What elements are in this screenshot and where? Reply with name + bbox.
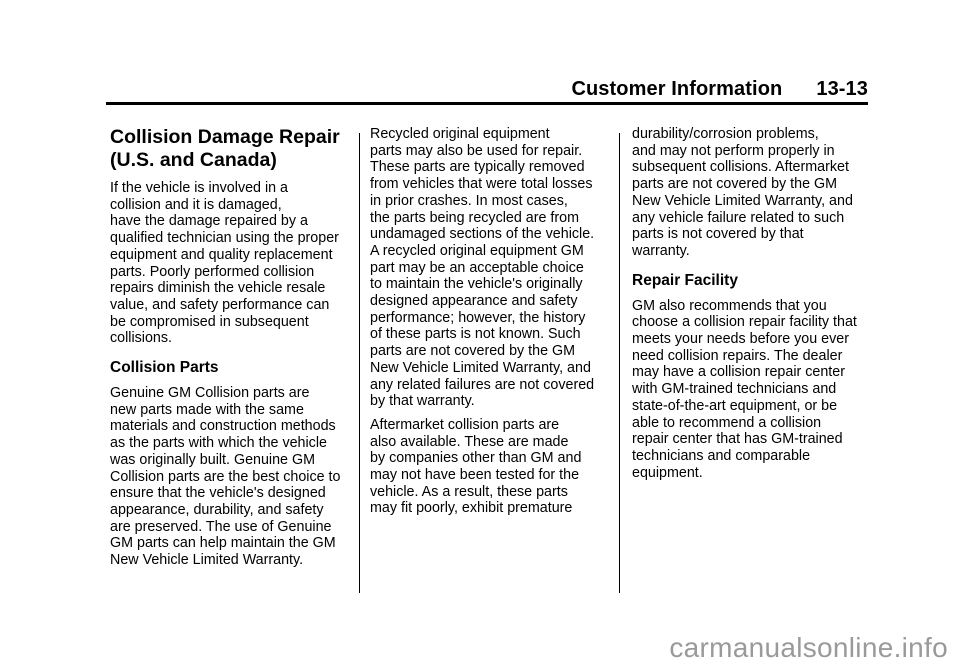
text-line: repairs diminish the vehicle resale (110, 280, 326, 297)
text-line: If the vehicle is involved in a (110, 180, 289, 196)
text-line: need collision repairs. The dealer (632, 347, 843, 364)
subheading-collision-parts: Collision Parts (110, 359, 219, 377)
header-rule (106, 102, 868, 105)
text-line: New Vehicle Limited Warranty, and (632, 192, 853, 209)
text-line: be compromised in subsequent (110, 313, 309, 330)
column-2 (370, 126, 606, 524)
intro-paragraph (110, 180, 352, 347)
repair-facility-paragraph (632, 298, 868, 482)
text-line: Collision parts are the best choice to (110, 468, 341, 485)
text-line: new parts made with the same (110, 401, 304, 418)
text-line: in prior crashes. In most cases, (370, 192, 568, 209)
section-title: Customer Information (571, 78, 783, 100)
text-line: equipment and quality replacement (110, 246, 333, 263)
text-line: parts may also be used for repair. (370, 142, 583, 159)
text-line: with GM-trained technicians and (632, 381, 837, 398)
article-title (110, 126, 352, 172)
text-line: appearance, durability, and safety (110, 501, 324, 518)
text-line: also available. These are made (370, 433, 569, 450)
text-line: may fit poorly, exhibit premature (370, 500, 573, 517)
column-divider (619, 133, 620, 593)
text-line: choose a collision repair facility that (632, 314, 857, 331)
text-line: qualified technician using the proper (110, 230, 339, 247)
text-line: Aftermarket collision parts are (370, 416, 560, 433)
page-header (571, 78, 868, 101)
text-line: warranty. (632, 242, 690, 259)
text-line: have the damage repaired by a (110, 213, 308, 230)
text-line: GM parts can help maintain the GM (110, 535, 336, 552)
text-line: A recycled original equipment GM (370, 242, 584, 259)
text-line: able to recommend a collision (632, 414, 822, 431)
aftermarket-continued-paragraph (632, 126, 868, 260)
text-line: New Vehicle Limited Warranty. (110, 552, 304, 569)
text-line: collision and it is damaged, (110, 196, 282, 213)
title-line: (U.S. and Canada) (110, 149, 277, 171)
text-line: ensure that the vehicle's designed (110, 485, 326, 502)
text-line: state-of-the-art equipment, or be (632, 397, 838, 414)
text-line: may have a collision repair center (632, 364, 845, 381)
text-line: Genuine GM Collision parts are (110, 385, 310, 402)
text-line: durability/corrosion problems, (632, 126, 819, 142)
text-line: undamaged sections of the vehicle. (370, 226, 595, 243)
text-line: vehicle. As a result, these parts (370, 483, 568, 500)
recycled-parts-paragraph (370, 126, 606, 410)
text-line: technicians and comparable (632, 447, 811, 464)
text-line: designed appearance and safety (370, 293, 578, 310)
column-1 (110, 126, 352, 576)
text-line: collisions. (110, 330, 172, 347)
text-line: the parts being recycled are from (370, 209, 579, 226)
aftermarket-parts-paragraph (370, 417, 606, 517)
text-line: These parts are typically removed (370, 159, 585, 176)
text-line: performance; however, the history (370, 309, 586, 326)
text-line: parts is not covered by that (632, 226, 804, 243)
text-line: subsequent collisions. Aftermarket (632, 159, 849, 176)
text-line: of these parts is not known. Such (370, 326, 581, 343)
text-line: and may not perform properly in (632, 142, 835, 159)
text-line: by companies other than GM and (370, 450, 582, 467)
text-line: Recycled original equipment (370, 126, 550, 142)
text-line: parts are not covered by the GM (370, 343, 576, 360)
page-number: 13-13 (816, 78, 868, 100)
column-3 (632, 126, 868, 488)
text-line: GM also recommends that you (632, 297, 827, 314)
text-line: to maintain the vehicle's originally (370, 276, 583, 293)
title-line: Collision Damage Repair (110, 126, 340, 148)
text-line: equipment. (632, 464, 703, 481)
collision-parts-paragraph (110, 385, 352, 569)
text-line: materials and construction methods (110, 418, 336, 435)
text-line: repair center that has GM-trained (632, 431, 843, 448)
text-line: any related failures are not covered (370, 376, 595, 393)
text-line: parts. Poorly performed collision (110, 263, 315, 280)
text-line: may not have been tested for the (370, 467, 580, 484)
text-line: by that warranty. (370, 393, 475, 410)
text-line: are preserved. The use of Genuine (110, 518, 332, 535)
watermark: carmanualsonline.info (669, 632, 948, 663)
text-line: as the parts with which the vehicle (110, 435, 327, 452)
text-line: meets your needs before you ever (632, 331, 849, 348)
text-line: any vehicle failure related to such (632, 209, 845, 226)
text-line: parts are not covered by the GM (632, 176, 838, 193)
text-line: value, and safety performance can (110, 296, 330, 313)
text-line: part may be an acceptable choice (370, 259, 584, 276)
text-line: was originally built. Genuine GM (110, 451, 316, 468)
text-line: from vehicles that were total losses (370, 176, 593, 193)
text-line: New Vehicle Limited Warranty, and (370, 359, 591, 376)
subheading-repair-facility: Repair Facility (632, 271, 738, 289)
column-divider (359, 133, 360, 593)
